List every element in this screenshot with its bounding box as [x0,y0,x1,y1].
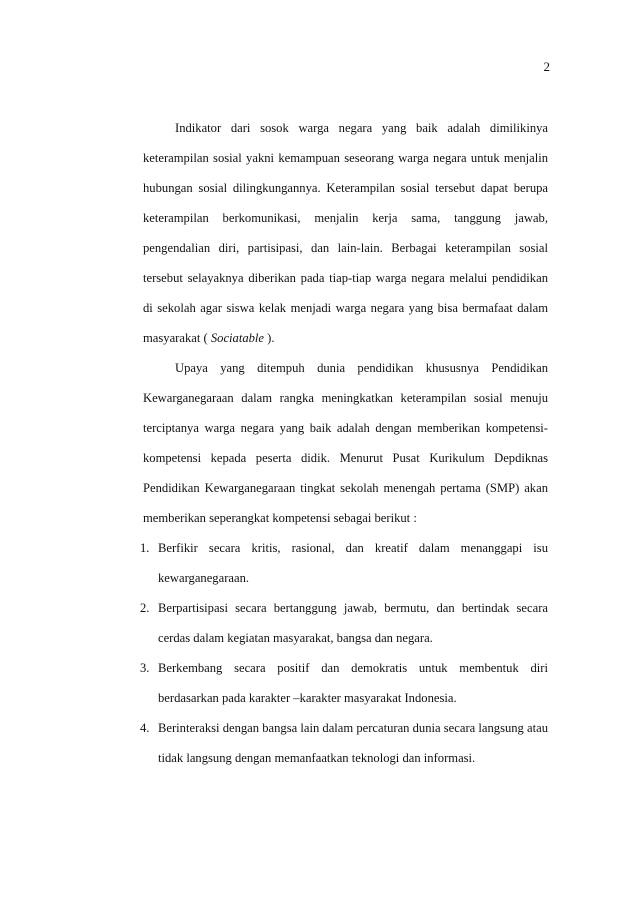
paragraph-1-text: Indikator dari sosok warga negara yang baik adalah dimilikinya keterampilan sosial yakni kemampuan seseorang warga negara untuk menjalin hubungan sosial dilingkungannya. Keterampilan sosial tersebut dapat berupa keterampilan berkomunikasi, menjalin kerja sama, tanggung jawab, pengendalian diri, partisipasi, dan lain-lain. Berbagai keterampilan sosial tersebut selayaknya diberikan pada tiap-tiap warga negara melalui pendidikan di sekolah agar siswa kelak menjadi warga negara yang bisa bermafaat dalam masyarakat ( [143,121,548,345]
list-item [140,593,548,653]
list-item-text: Berinteraksi dengan bangsa lain dalam percaturan dunia secara langsung atau tidak langsung dengan memanfaatkan teknologi dan informasi. [158,721,548,765]
list-item-text: Berfikir secara kritis, rasional, dan kreatif dalam menanggapi isu kewarganegaraan. [158,541,548,585]
list-item-text: Berpartisipasi secara bertanggung jawab, bermutu, dan bertindak secara cerdas dalam kegiatan masyarakat, bangsa dan negara. [158,601,548,645]
list-item-number: 2. [140,601,150,615]
list-item-number: 3. [140,661,150,675]
document-body [140,113,548,773]
paragraph-1-end: ). [264,331,275,345]
paragraph-1 [143,113,548,353]
paragraph-2: Upaya yang ditempuh dunia pendidikan khususnya Pendidikan Kewarganegaraan dalam rangka meningkatkan keterampilan sosial menuju terciptanya warga negara yang baik adalah dengan memberikan kompetensi-kompetensi kepada peserta didik. Menurut Pusat Kurikulum Depdiknas Pendidikan Kewarganegaraan tingkat sekolah menengah pertama (SMP) akan memberikan seperangkat kompetensi sebagai berikut : [143,361,548,525]
page-number: 2 [543,59,550,74]
competency-list [140,533,548,773]
list-item [140,653,548,713]
list-item-text: Berkembang secara positif dan demokratis untuk membentuk diri berdasarkan pada karakter –karakter masyarakat Indonesia. [158,661,548,705]
list-item [140,713,548,773]
list-item [140,533,548,593]
list-item-number: 4. [140,721,150,735]
list-item-number: 1. [140,541,150,555]
paragraph-1-italic-term: Sociatable [210,331,265,345]
